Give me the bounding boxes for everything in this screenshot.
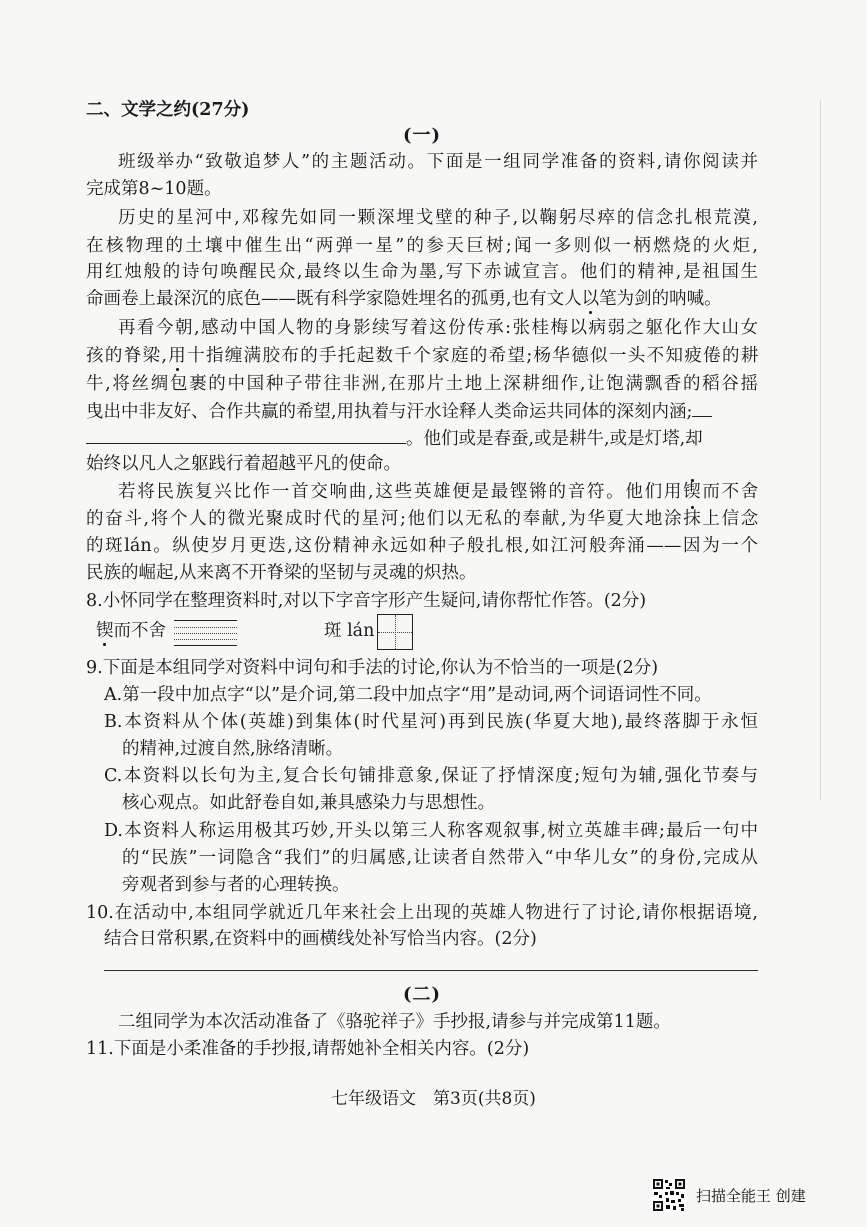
watermark-text: 扫描全能王 创建 <box>696 1186 806 1205</box>
q9-option-a[interactable] <box>104 682 758 708</box>
p1-line4-text: 命画卷上最深沉的底色——既有科学家隐姓埋名的孤勇,也有文人以笔为剑的呐喊。 <box>86 289 722 309</box>
passage-p3-line <box>86 506 758 532</box>
q8-item1-word: 锲而不舍 <box>96 621 166 641</box>
passage-p2-line: 始终以凡人之躯践行着超越平凡的使命。 <box>86 454 401 474</box>
part-one-intro-line: 班级举办“致敬追梦人”的主题活动。下面是一组同学准备的资料,请你阅读并 <box>118 152 758 172</box>
part-two-heading: (二) <box>402 984 442 1005</box>
answer-blank-line[interactable] <box>86 427 406 444</box>
passage-p3-line <box>118 479 758 505</box>
p2-line4-text: 曳出中非友好、合作共赢的希望,用执着与汗水诠释人类命运共同体的深刻内涵; <box>86 402 693 422</box>
page-footer: 七年级语文 第3页(共8页) <box>331 1089 536 1109</box>
q9-option-c[interactable]: C.本资料以长句为主,复合长句铺排意象,保证了抒情深度;短句为辅,强化节奏与 <box>104 766 758 786</box>
section-title: 二、文学之约(27分) <box>86 100 250 120</box>
q8-item-2: 斑 lán <box>324 621 375 641</box>
scanner-watermark <box>652 1178 806 1212</box>
passage-p1-line <box>86 286 758 312</box>
q8-pinyin-answer-box[interactable] <box>174 620 237 646</box>
passage-p1-line: 在核物理的土壤中催生出“两弹一星”的参天巨树;闻一多则似一柄燃烧的火炬, <box>86 236 758 256</box>
page-edge-shadow <box>820 100 821 800</box>
passage-p2-line <box>86 343 758 369</box>
passage-p3-line: 的斑lán。纵使岁月更迭,这份精神永远如种子般扎根,如江河般奔涌——因为一个 <box>86 536 758 556</box>
passage-p3-line: 民族的崛起,从来离不开脊梁的坚韧与灵魂的炽热。 <box>86 563 477 583</box>
q9-option-c-cont: 核心观点。如此舒卷自如,兼具感染力与思想性。 <box>122 793 496 813</box>
passage-p1-line: 用红烛般的诗句唤醒民众,最终以生命为墨,写下赤诚宣言。他们的精神,是祖国生 <box>86 262 758 282</box>
section-divider <box>104 970 758 971</box>
passage-p2-line <box>86 426 758 452</box>
q10-stem: 10.在活动中,本组同学就近几年来社会上出现的英雄人物进行了讨论,请你根据语境, <box>86 903 758 923</box>
q8-item-1 <box>96 614 166 648</box>
q11-stem: 11.下面是小柔准备的手抄报,请帮她补全相关内容。(2分) <box>86 1039 530 1059</box>
passage-p2-line: 再看今朝,感动中国人物的身影续写着这份传承:张桂梅以病弱之躯化作大山女 <box>118 318 758 338</box>
part-two-intro: 二组同学为本次活动准备了《骆驼祥子》手抄报,请参与并完成第11题。 <box>118 1012 671 1032</box>
q9-option-b-cont: 的精神,过渡自然,脉络清晰。 <box>122 739 344 759</box>
q8-stem: 8.小怀同学在整理资料时,对以下字音字形产生疑问,请你帮忙作答。(2分) <box>86 591 647 611</box>
q9-option-b[interactable]: B.本资料从个体(英雄)到集体(时代星河)再到民族(华夏大地),最终落脚于永恒 <box>104 712 758 732</box>
qr-code-icon <box>652 1178 686 1212</box>
part-one-intro-line: 完成第8~10题。 <box>86 179 222 199</box>
passage-p2-line <box>86 399 758 425</box>
q9-option-d[interactable]: D.本资料人称运用极其巧妙,开头以第三人称客观叙事,树立英雄丰碑;最后一句中 <box>104 821 758 841</box>
q9-option-d-cont: 的“民族”一词隐含“我们”的归属感,让读者自然带入“中华儿女”的身份,完成从 <box>122 848 758 868</box>
q9-stem: 9.下面是本组同学对资料中词句和手法的讨论,你认为不恰当的一项是(2分) <box>86 658 659 678</box>
p3-line1-text: 若将民族复兴比作一首交响曲,这些英雄便是最铿锵的音符。他们用锲而不舍 <box>118 482 759 502</box>
part-one-heading: (一) <box>402 125 442 146</box>
q8-character-answer-box[interactable] <box>377 614 413 650</box>
q9-option-a-text: A.第一段中加点字“以”是介词,第二段中加点字“用”是动词,两个词语词性不同。 <box>104 685 712 705</box>
p2-line2-text: 孩的脊梁,用十指缠满胶布的手托起数千个家庭的希望;杨华德似一头不知疲倦的耕 <box>86 346 759 366</box>
passage-p2-line: 牛,将丝绸包裹的中国种子带往非洲,在那片土地上深耕细作,让饱满飘香的稻谷摇 <box>86 374 758 394</box>
passage-p1-line: 历史的星河中,邓稼先如同一颗深埋戈壁的种子,以鞠躬尽瘁的信念扎根荒漠, <box>118 208 758 228</box>
q10-stem-cont: 结合日常积累,在资料中的画横线处补写恰当内容。(2分) <box>104 929 537 949</box>
p3-line2-text: 的奋斗,将个人的微光聚成时代的星河;他们以无私的奉献,为华夏大地涂抹上信念 <box>86 509 759 529</box>
q9-option-d-cont: 旁观者到参与者的心理转换。 <box>122 875 350 895</box>
answer-blank-start[interactable] <box>692 400 712 417</box>
p2-line5-text: 。他们或是春蚕,或是耕牛,或是灯塔,却 <box>406 429 703 449</box>
